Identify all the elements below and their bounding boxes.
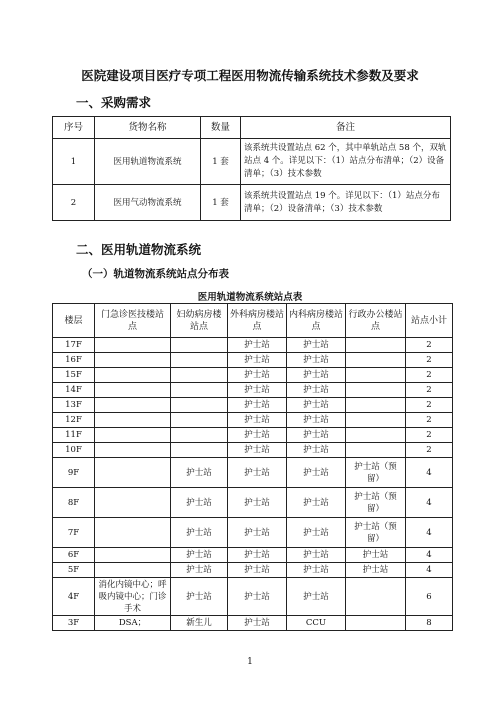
cell-admin	[346, 428, 406, 443]
cell-admin	[346, 398, 406, 413]
cell-admin: 护士站（预留）	[346, 458, 406, 488]
cell-floor: 10F	[53, 443, 95, 458]
cell-outpatient: DSA；	[95, 616, 171, 631]
table-caption: 医用轨道物流系统站点表	[197, 292, 303, 303]
cell-remarks: 该系统共设置站点 62 个，其中单轨站点 58 个，双轨站点 4 个。详见以下：（1）站点分布清单；（2）设备清单；（3）技术参数	[241, 139, 451, 185]
cell-admin	[346, 578, 406, 616]
station-row	[53, 518, 453, 548]
station-row	[53, 398, 453, 413]
station-distribution-table	[52, 303, 453, 631]
cell-surgery: 护士站	[228, 398, 287, 413]
cell-surgery: 护士站	[228, 368, 287, 383]
cell-maternal-child	[171, 368, 228, 383]
cell-internal-medicine: 护士站	[287, 563, 346, 578]
station-row	[53, 458, 453, 488]
header-remarks: 备注	[241, 117, 451, 139]
header-no: 序号	[53, 117, 95, 139]
cell-quantity: 1 套	[201, 185, 241, 221]
station-row	[53, 563, 453, 578]
cell-subtotal: 4	[406, 518, 453, 548]
cell-internal-medicine: 护士站	[287, 458, 346, 488]
header-station-subtotal: 站点小计	[406, 304, 453, 338]
cell-subtotal: 4	[406, 563, 453, 578]
cell-internal-medicine: 护士站	[287, 398, 346, 413]
cell-internal-medicine: 护士站	[287, 428, 346, 443]
cell-admin: 护士站（预留）	[346, 518, 406, 548]
cell-maternal-child: 护士站	[171, 563, 228, 578]
header-internal-medicine-building: 内科病房楼站点	[287, 304, 346, 338]
cell-maternal-child: 护士站	[171, 458, 228, 488]
cell-surgery: 护士站	[228, 353, 287, 368]
cell-item-name: 医用轨道物流系统	[95, 139, 201, 185]
cell-no: 1	[53, 139, 95, 185]
cell-floor: 5F	[53, 563, 95, 578]
cell-maternal-child	[171, 383, 228, 398]
cell-outpatient	[95, 548, 171, 563]
header-item-name: 货物名称	[95, 117, 201, 139]
cell-outpatient: 消化内镜中心；呼吸内镜中心；门诊手术	[95, 578, 171, 616]
cell-internal-medicine: 护士站	[287, 368, 346, 383]
station-row	[53, 616, 453, 631]
station-row	[53, 488, 453, 518]
cell-remarks: 该系统共设置站点 19 个。详见以下：（1）站点分布清单；（2）设备清单；（3）技术参数	[241, 185, 451, 221]
cell-admin: 护士站	[346, 563, 406, 578]
procurement-row	[53, 139, 451, 185]
header-surgery-building: 外科病房楼站点	[228, 304, 287, 338]
cell-floor: 17F	[53, 338, 95, 353]
cell-surgery: 护士站	[228, 383, 287, 398]
cell-floor: 6F	[53, 548, 95, 563]
cell-subtotal: 8	[406, 616, 453, 631]
cell-floor: 9F	[53, 458, 95, 488]
cell-subtotal: 4	[406, 548, 453, 563]
cell-admin	[346, 413, 406, 428]
section-heading-procurement: 一、采购需求	[76, 95, 152, 110]
cell-floor: 7F	[53, 518, 95, 548]
procurement-table	[52, 116, 451, 221]
cell-maternal-child	[171, 428, 228, 443]
cell-internal-medicine: 护士站	[287, 488, 346, 518]
cell-maternal-child: 护士站	[171, 578, 228, 616]
cell-subtotal: 2	[406, 413, 453, 428]
subsection-heading-station-table: （一）轨道物流系统站点分布表	[82, 268, 229, 280]
cell-no: 2	[53, 185, 95, 221]
cell-internal-medicine: 护士站	[287, 548, 346, 563]
cell-surgery: 护士站	[228, 338, 287, 353]
station-row	[53, 548, 453, 563]
station-row	[53, 443, 453, 458]
cell-outpatient	[95, 458, 171, 488]
station-header-row	[53, 304, 453, 338]
cell-item-name: 医用气动物流系统	[95, 185, 201, 221]
cell-outpatient	[95, 488, 171, 518]
cell-maternal-child	[171, 398, 228, 413]
cell-admin	[346, 338, 406, 353]
cell-subtotal: 2	[406, 368, 453, 383]
header-quantity: 数量	[201, 117, 241, 139]
cell-internal-medicine: 护士站	[287, 353, 346, 368]
cell-subtotal: 4	[406, 458, 453, 488]
cell-outpatient	[95, 428, 171, 443]
cell-internal-medicine: 护士站	[287, 443, 346, 458]
cell-floor: 12F	[53, 413, 95, 428]
header-maternal-child-building: 妇幼病房楼站点	[171, 304, 228, 338]
cell-surgery: 护士站	[228, 548, 287, 563]
station-row	[53, 428, 453, 443]
cell-surgery: 护士站	[228, 413, 287, 428]
cell-maternal-child	[171, 413, 228, 428]
cell-admin	[346, 383, 406, 398]
cell-subtotal: 6	[406, 578, 453, 616]
cell-admin	[346, 353, 406, 368]
cell-floor: 16F	[53, 353, 95, 368]
cell-subtotal: 2	[406, 443, 453, 458]
cell-floor: 11F	[53, 428, 95, 443]
cell-quantity: 1 套	[201, 139, 241, 185]
cell-maternal-child	[171, 353, 228, 368]
cell-outpatient	[95, 383, 171, 398]
cell-subtotal: 2	[406, 338, 453, 353]
station-row	[53, 578, 453, 616]
station-row	[53, 338, 453, 353]
cell-outpatient	[95, 443, 171, 458]
cell-internal-medicine: 护士站	[287, 383, 346, 398]
cell-surgery: 护士站	[228, 616, 287, 631]
cell-admin	[346, 616, 406, 631]
cell-internal-medicine: 护士站	[287, 518, 346, 548]
cell-floor: 14F	[53, 383, 95, 398]
cell-internal-medicine: 护士站	[287, 338, 346, 353]
cell-maternal-child: 护士站	[171, 488, 228, 518]
cell-floor: 13F	[53, 398, 95, 413]
cell-outpatient	[95, 368, 171, 383]
cell-outpatient	[95, 413, 171, 428]
cell-floor: 15F	[53, 368, 95, 383]
cell-subtotal: 2	[406, 353, 453, 368]
cell-admin: 护士站（预留）	[346, 488, 406, 518]
cell-outpatient	[95, 398, 171, 413]
page-number: 1	[247, 657, 253, 667]
cell-maternal-child: 新生儿	[171, 616, 228, 631]
cell-admin	[346, 368, 406, 383]
station-row	[53, 383, 453, 398]
document-title: 医院建设项目医疗专项工程医用物流传输系统技术参数及要求	[81, 68, 419, 83]
cell-surgery: 护士站	[228, 518, 287, 548]
cell-outpatient	[95, 563, 171, 578]
cell-subtotal: 2	[406, 398, 453, 413]
cell-maternal-child: 护士站	[171, 548, 228, 563]
cell-outpatient	[95, 338, 171, 353]
header-admin-building: 行政办公楼站点	[346, 304, 406, 338]
cell-outpatient	[95, 353, 171, 368]
cell-surgery: 护士站	[228, 443, 287, 458]
cell-outpatient	[95, 518, 171, 548]
cell-maternal-child: 护士站	[171, 518, 228, 548]
station-row	[53, 368, 453, 383]
section-heading-rail-system: 二、医用轨道物流系统	[76, 242, 202, 257]
procurement-header-row	[53, 117, 451, 139]
header-floor: 楼层	[53, 304, 95, 338]
cell-surgery: 护士站	[228, 563, 287, 578]
header-outpatient-building: 门急诊医技楼站点	[95, 304, 171, 338]
cell-floor: 8F	[53, 488, 95, 518]
cell-maternal-child	[171, 338, 228, 353]
cell-floor: 4F	[53, 578, 95, 616]
cell-surgery: 护士站	[228, 488, 287, 518]
cell-subtotal: 2	[406, 383, 453, 398]
cell-surgery: 护士站	[228, 578, 287, 616]
cell-floor: 3F	[53, 616, 95, 631]
cell-surgery: 护士站	[228, 458, 287, 488]
cell-internal-medicine: 护士站	[287, 578, 346, 616]
cell-admin	[346, 443, 406, 458]
cell-admin: 护士站	[346, 548, 406, 563]
cell-maternal-child	[171, 443, 228, 458]
cell-surgery: 护士站	[228, 428, 287, 443]
cell-internal-medicine: 护士站	[287, 413, 346, 428]
station-row	[53, 413, 453, 428]
cell-subtotal: 4	[406, 488, 453, 518]
cell-subtotal: 2	[406, 428, 453, 443]
station-row	[53, 353, 453, 368]
procurement-row	[53, 185, 451, 221]
cell-internal-medicine: CCU	[287, 616, 346, 631]
